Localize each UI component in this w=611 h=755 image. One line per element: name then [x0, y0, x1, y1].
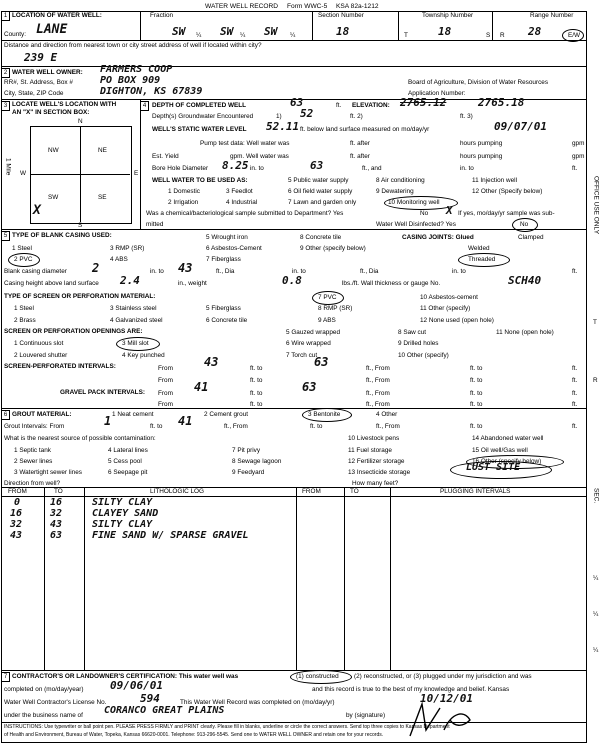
gravel-to: 63 [302, 380, 317, 394]
perf-to: 63 [314, 355, 329, 369]
constructed-circle [290, 670, 352, 684]
distance-value: 239 E [24, 51, 58, 64]
city-value: DIGHTON, KS 67839 [100, 86, 203, 97]
depth-value: 63 [290, 96, 304, 109]
grout-to: 41 [178, 414, 193, 428]
bore-diameter: 8.25 [222, 159, 249, 172]
gauge-value: SCH40 [508, 274, 542, 287]
bentonite-circle [302, 408, 352, 422]
township-label: Township Number [422, 12, 474, 19]
distance-label: Distance and direction from nearest town or city street address of well if located within city? [4, 42, 262, 49]
address-label: RR#, St. Address, Box # [4, 79, 73, 86]
elevation-struck: 2765.12 [400, 96, 447, 109]
mill-slot-circle [116, 337, 160, 351]
form-title: WATER WELL RECORD [205, 3, 279, 10]
business-name: CORANCO GREAT PLAINS [104, 705, 225, 716]
range-label: Range Number [530, 12, 574, 19]
threaded-circle [458, 253, 510, 267]
section-grid [30, 126, 132, 224]
ksa-number: KSA 82a-1212 [336, 3, 379, 10]
office-use-label: OFFICE USE ONLY [592, 176, 600, 235]
section-number-label: Section Number [318, 12, 364, 19]
pvc-screen-circle [312, 291, 344, 305]
static-date: 09/07/01 [494, 120, 547, 133]
owner-label: WATER WELL OWNER: [12, 69, 83, 76]
section-number: 1 [1, 11, 10, 21]
county-value: LANE [36, 22, 68, 37]
range-value: 28 [528, 25, 542, 38]
location-x-mark: X [33, 203, 41, 218]
mile-label: 1 Mile [4, 158, 12, 176]
casing-diameter: 2 [92, 261, 100, 275]
address-value: PO BOX 909 [100, 75, 161, 86]
license-number: 594 [140, 692, 160, 705]
application-label: Application Number: [408, 90, 466, 97]
signature [400, 700, 480, 740]
other-contam-value: LUST SITE [466, 462, 521, 473]
casing-depth: 43 [178, 261, 193, 275]
chem-no-x: X [446, 204, 453, 217]
static-level-value: 52.11 [266, 120, 300, 133]
city-label: City, State, ZIP Code [4, 90, 64, 97]
location-label: LOCATION OF WATER WELL: [12, 12, 102, 19]
township-value: 18 [438, 25, 452, 38]
groundwater-1: 52 [300, 107, 314, 120]
gravel-from: 41 [194, 380, 209, 394]
county-label: County: [4, 31, 27, 38]
fraction-3: SW [264, 25, 278, 38]
casing-height: 2.4 [120, 274, 140, 287]
fraction-2: SW [220, 25, 234, 38]
fraction-1: SW [172, 25, 186, 38]
board-label: Board of Agriculture, Division of Water Resources [408, 79, 549, 86]
instructions-line-1: INSTRUCTIONS: Use typewriter or ball point pen. PLEASE PRESS FIRMLY and PRINT clearly. Please fill in blanks, underline or circle the correct answers. Send top three copies to Kansas Department [4, 724, 450, 730]
pvc-casing-circle [8, 253, 40, 267]
instructions-line-2: of Health and Environment, Bureau of Water, Topeka, Kansas 66620-0001. Telephone: 913-296-5545. Send one to WATER WELL OWNER and retain one for your records. [4, 732, 384, 738]
lust-site-circle [450, 461, 552, 479]
elevation-value: 2765.18 [478, 96, 525, 109]
grout-from: 1 [104, 414, 112, 428]
record-date: 10/12/01 [420, 692, 473, 705]
fraction-label: Fraction [150, 12, 174, 19]
owner-value: FARMERS COOP [100, 64, 173, 75]
casing-weight: 0.8 [282, 274, 302, 287]
section-value: 18 [336, 25, 350, 38]
perf-from: 43 [204, 355, 219, 369]
completion-date: 09/06/01 [110, 679, 163, 692]
water-well-record-form: WATER WELL RECORD Form WWC-5 KSA 82a-1212 1 LOCATION OF WATER WELL: Fraction Section Number Township Number Range Number County: LANE SW ¼ SW ¼ SW ¼ 18 T 18 S R 28 E/W Distance and direction from nearest town or city street address of well if located within city? 239 E 2 WATER WELL OWNER: FARMERS COOP RR#, St. Address, Box # PO BOX 909 City, State, ZIP Code DIGHTON, KS 67839 Board of Agriculture, Division of Water Resources Application Number: 3 LOCATE WELL'S LOCATION WITH AN "X" IN SECTION BOX: N S W E NW NE SW SE 1 Mile X 4 DEPTH OF COMPLETED WELL 63 ft. ELEVATION: 2765.12 2765.18 Depth(s) Groundwater Encountered 1) 52 ft. 2) ft. 3) WELL'S STATIC WATER LEVEL 52.11 ft. below land surface measured on mo/day/yr 09/07/01 Pump test data: Well water was ft. after hours pumping gpm Est. Yield gpm. Well water was ft. after hours pumping gpm Bore Hole Diameter 8.25 in. to 63 ft., and in. to ft. WELL WATER TO BE USED AS: 5 Public water supply 8 Air conditioning 11 Injection well 1 Domestic 3 Feedlot 6 Oil field water supply 9 Dewatering 12 Other (Specify below) 2 Irrigation 4 Industrial 7 Lawn and garden only 10 Monitoring well Was a chemical/bacteriological sample submitted to Department? Yes No X If yes, mo/day/yr sample was sub- mitted Water Well Disinfected? Yes No 5 TYPE OF BLANK CASING USED: 1 Steel 3 RMP (SR) 5 Wrought iron 8 Concrete tile 2 PVC 4 ABS 6 Asbestos-Cement 7 Fiberglass 9 Other (specify below) CASING JOINTS: Glued Clamped Welded Threaded Blank casing diameter 2 in. to 43 ft., Dia in. to ft., Dia in. to ft. Casing height above land surface 2.4 in., weight 0.8 lbs./ft. Wall thickness or gauge No. SCH40 TYPE OF SCREEN OR PERFORATION MATERIAL: 1 Steel 3 Stainless steel 5 Fiberglass 7 PVC 10 Asbestos-cement 2 Brass 4 Galvanized steel 6 Concrete tile 8 RMP (SR) 9 ABS 11 Other (specify) 12 None used (open hole) SCREEN OR PERFORATION OPENINGS ARE: 1 Continuous slot 3 Mill slot 5 Gauzed wrapped 8 Saw cut 11 None (open hole) 2 Louvered shutter 4 Key punched 6 Wire wrapped 9 Drilled holes 7 Torch cut 10 Other (specify) SCREEN-PERFORATED INTERVALS: From 43 ft. to 63 ft., From ft. to ft. From ft. to ft., From ft. to ft. GRAVEL PACK INTERVALS: From 41 ft. to 63 ft., From ft. to ft. From ft. to ft., From ft. to ft. 6 GROUT MATERIAL: 1 Neat cement 2 Cement grout 3 Bentonite 4 Other Grout Intervals: From 1 ft. to 41 ft., From ft. to ft., From ft. to ft. What is the nearest source of possible contamination: 10 Livestock pens 14 Abandoned water well 1 Septic tank 4 Lateral lines 7 Pit privy 11 Fuel storage 15 Oil well/Gas well 2 Sewer lines 5 Cess pool 8 Sewage lagoon 12 Fertilizer storage 16 Other (specify below) 3 Watertight sewer lines 6 Seepage pit 9 Feedyard 13 Insecticide storage LUST SITE Direction from well? How many feet? FROM TO LITHOLOGIC LOG FROM TO PLUGGING INTERVALS 0 16 SILTY CLAY 16 32 CLAYEY SAND 32 43 SILTY CLAY 43 63 FINE SAND W/ SPARSE GRAVEL 7 CONTRACTOR'S OR LANDOWNER'S CERTIFICATION: This water well was (1) constructed (2) reconstructed, or (3) plugged under my jurisdiction and was completed on (mo/day/year) 09/06/01 and this record is true to the best of my knowledge and belief. Kansas Water Well Contractor's License No. 594 This Water Well Record was completed on (mo/day/yr) 10/12/01 under the business name of CORANCO GREAT PLAINS by (signature) INSTRUCTIONS: Use typewriter or ball point pen. PLEASE PRESS FIRMLY and PRINT clearly. Please fill in blanks, underline or circle the correct answers. Send top three copies to Kansas Department of Health and Environment, Bureau of Water, Topeka, Kansas 66620-0001. Telephone: 913-296-5545. Send one to WATER WELL OWNER and retain one for your records. OFFICE USE ONLY T R SEC. ¼ ¼ ¼ [0, 0, 611, 755]
bore-depth: 63 [310, 159, 324, 172]
form-number: Form WWC-5 [287, 3, 328, 10]
